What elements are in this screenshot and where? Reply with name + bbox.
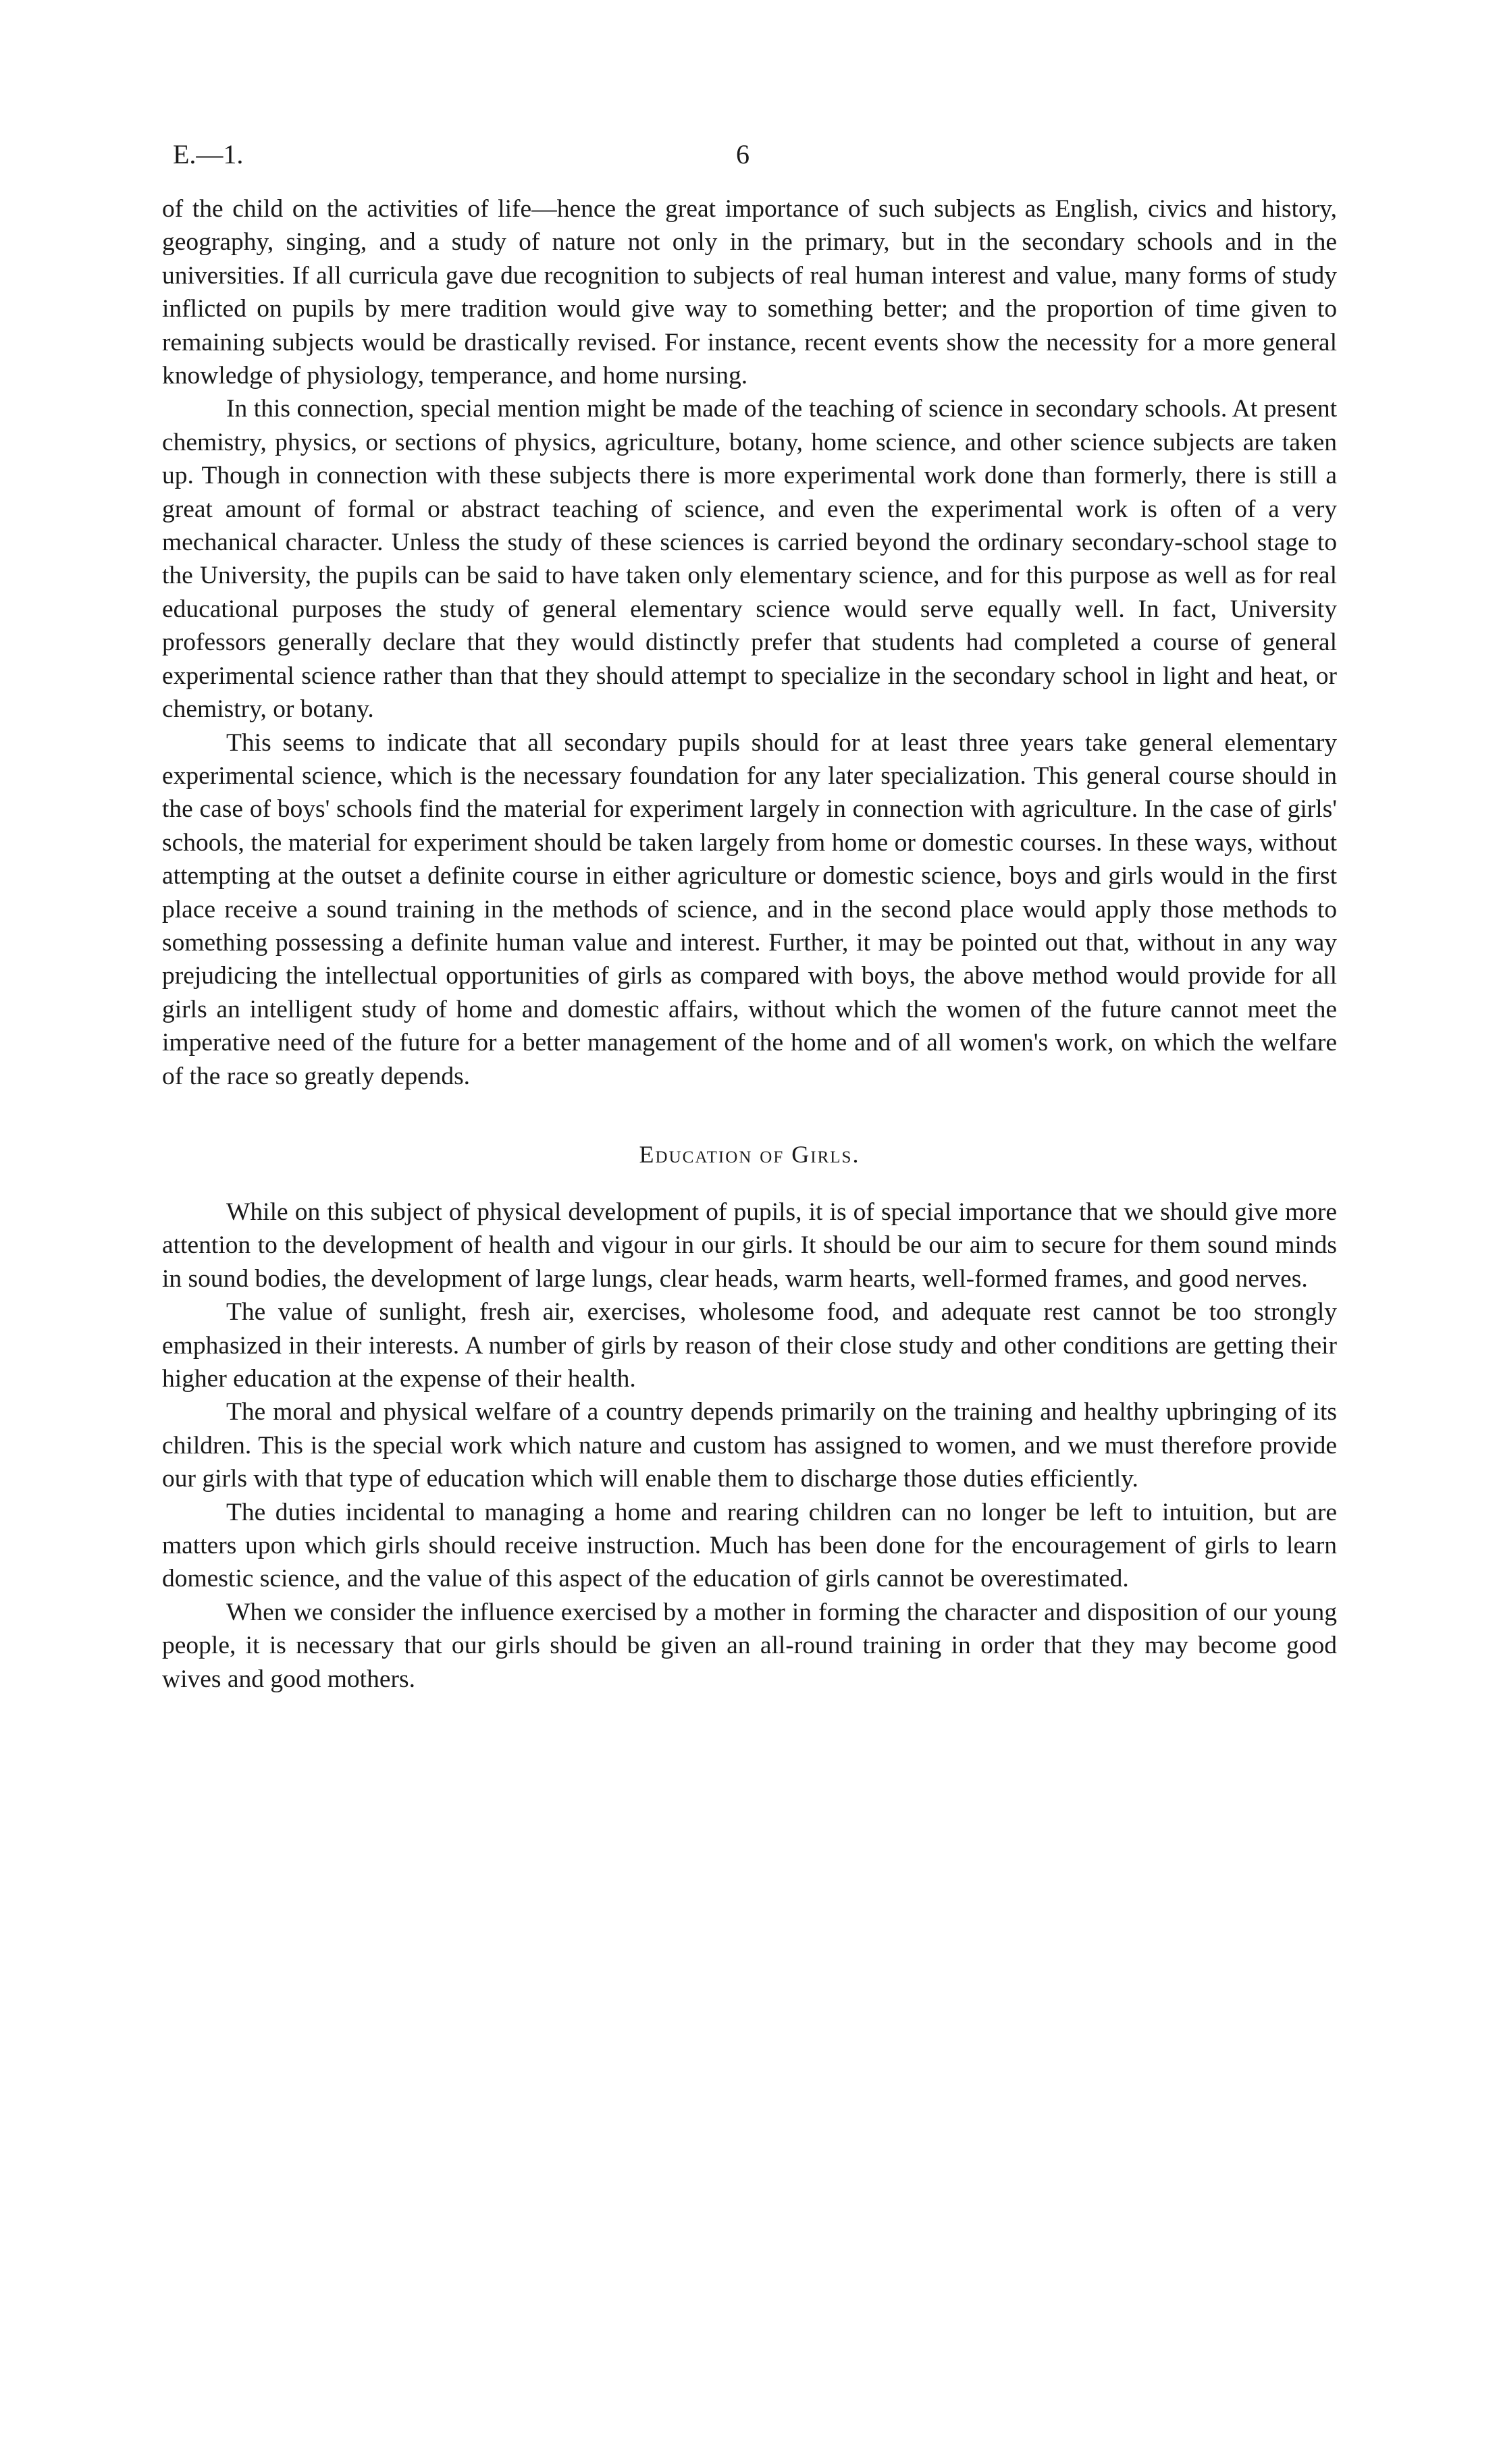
paragraph: The moral and physical welfare of a country depends primarily on the training and healthy upbringing of its children. This is the special work which nature and custom has assigned to women, and we must therefore provide our girls with that type of education which will enable them to discharge those duties efficiently. xyxy=(162,1398,1337,1493)
paragraph: This seems to indicate that all secondary pupils should for at least three years take general elementary experimental science, which is the necessary foundation for any later specialization. This general course should in the case of boys' schools find the material for experiment largely in connection with agriculture. In the case of girls' schools, the material for experiment should be taken largely from home or domestic courses. In these ways, without attempting at the outset a definite course in either agriculture or domestic science, boys and girls would in the first place receive a sound training in the methods of science, and in the second place would apply those methods to something possessing a definite human value and interest. Further, it may be pointed out that, without in any way prejudicing the intellectual opportunities of girls as compared with boys, the above method would provide for all girls an intelligent study of home and domestic affairs, without which the women of the future cannot meet the imperative need of the future for a better management of the home and of all women's work, on which the welfare of the race so greatly depends. xyxy=(162,728,1337,1090)
section-education-of-girls xyxy=(162,1196,1337,1696)
paragraph: of the child on the activities of life—hence the great importance of such subjects as English, civics and history, geography, singing, and a study of nature not only in the primary, but in the secondary schools and in the universities. If all curricula gave due recognition to subjects of real human interest and value, many forms of study inflicted on pupils by mere tradition would give way to something better; and the proportion of time given to remaining subjects would be drastically revised. For instance, recent events show the necessity for a more general knowledge of physiology, temperance, and home nursing. xyxy=(162,195,1337,390)
paragraph: While on this subject of physical development of pupils, it is of special importance that we should give more attention to the development of health and vigour in our girls. It should be our aim to secure for them sound minds in sound bodies, the development of large lungs, clear heads, warm hearts, well-formed frames, and good nerves. xyxy=(162,1198,1337,1293)
section-heading: Education of Girls. xyxy=(639,1140,860,1168)
paragraph: The value of sunlight, fresh air, exercises, wholesome food, and adequate rest cannot be too strongly emphasized in their interests. A number of girls by reason of their close study and other conditions are getting their higher education at the expense of their health. xyxy=(162,1298,1337,1393)
document-page xyxy=(162,138,1337,1696)
page-header xyxy=(162,138,1337,192)
document-reference: E.—1. xyxy=(173,139,244,169)
paragraph: In this connection, special mention might be made of the teaching of science in secondary schools. At present chemistry, physics, or sections of physics, agriculture, botany, home science, and other science subjects are taken up. Though in connection with these subjects there is more experimental work done than formerly, there is still a great amount of formal or abstract teaching of science, and even the experimental work is often of a very mechanical character. Unless the study of these sciences is carried beyond the ordinary secondary-school stage to the University, the pupils can be said to have taken only elementary science, and for this purpose as well as for real educational purposes the study of general elementary science would serve equally well. In fact, University professors generally declare that they would distinctly prefer that students had completed a course of general experimental science rather than that they should attempt to specialize in the secondary school in light and heat, or chemistry, or botany. xyxy=(162,395,1337,724)
section-science-teaching xyxy=(162,192,1337,1093)
paragraph: When we consider the influence exercised by a mother in forming the character and disposition of our young people, it is necessary that our girls should be given an all-round training in order that they may become good wives and good mothers. xyxy=(162,1598,1337,1693)
page-number: 6 xyxy=(736,139,750,169)
paragraph: The duties incidental to managing a home and rearing children can no longer be left to intuition, but are matters upon which girls should receive instruction. Much has been done for the encouragement of girls to learn domestic science, and the value of this aspect of the education of girls cannot be overestimated. xyxy=(162,1498,1337,1593)
